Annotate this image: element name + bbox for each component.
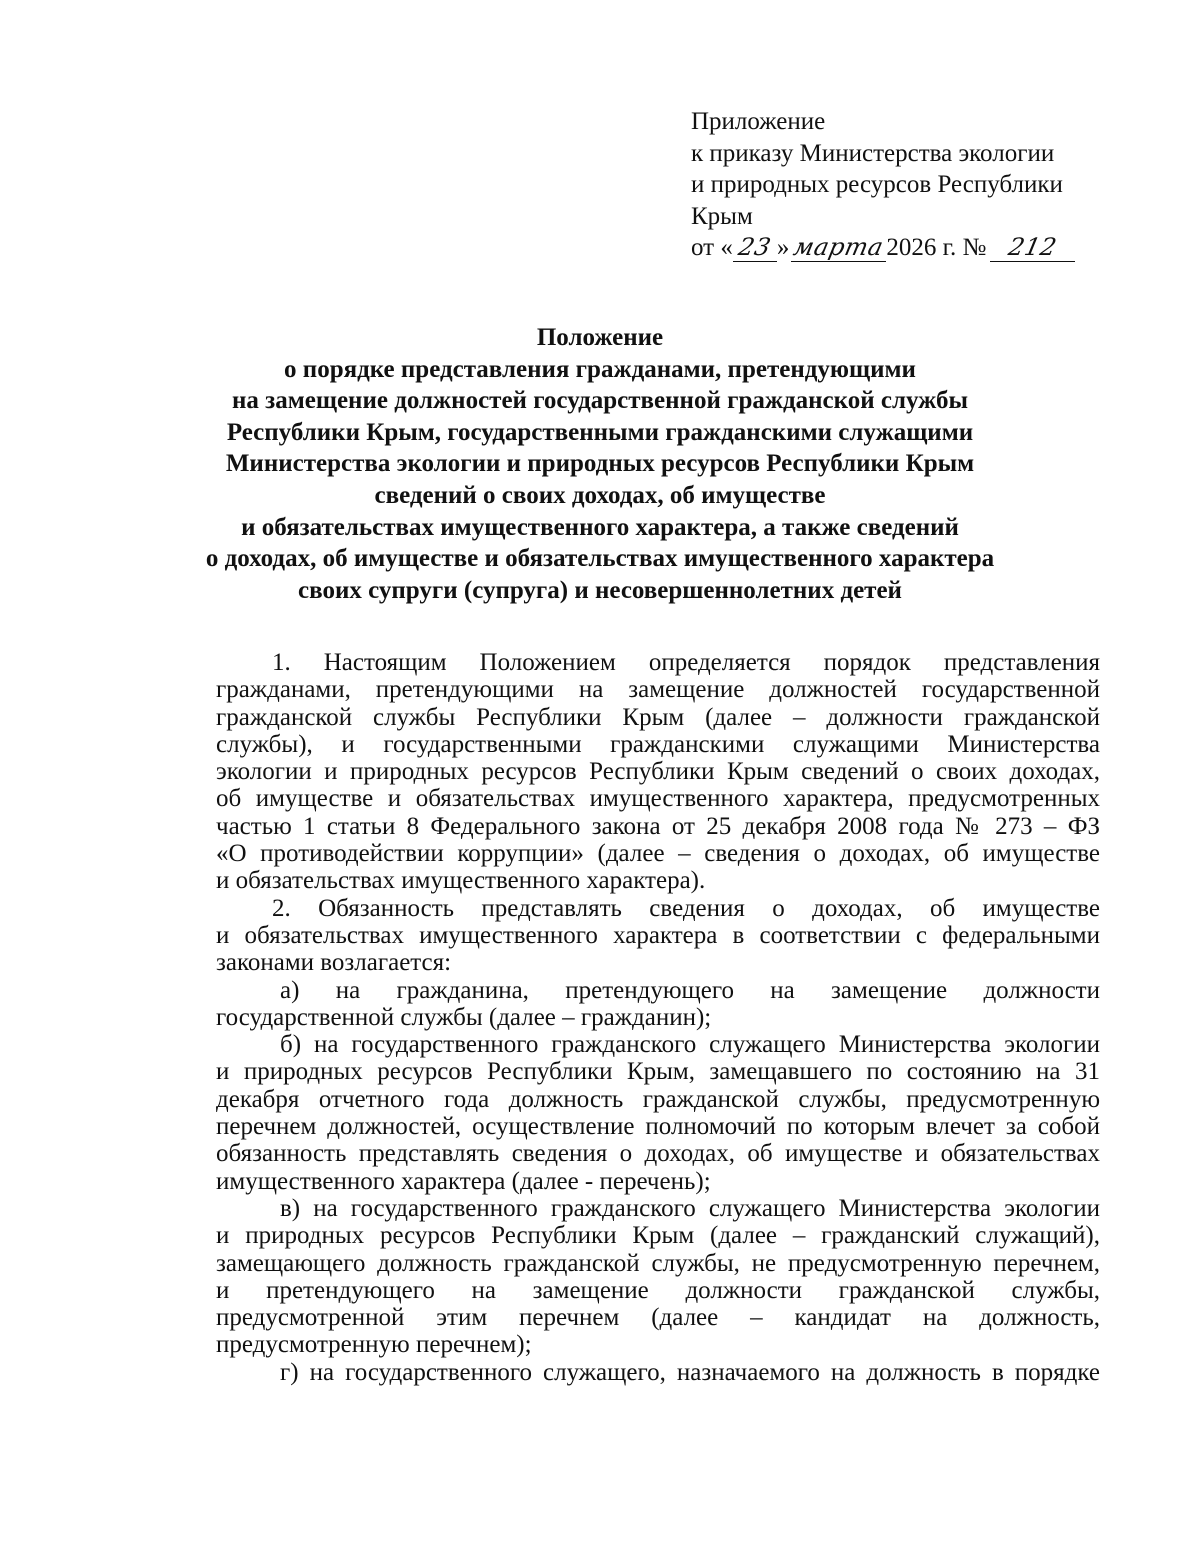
text-line: службы), и государственными гражданскими служащими Министерства — [216, 730, 1100, 758]
appendix-line-4: Крым — [691, 202, 753, 230]
date-mid: » — [776, 234, 790, 261]
subparagraph-v — [216, 1195, 1100, 1359]
title-line: о доходах, об имуществе и обязательствах имущественного характера — [205, 545, 995, 573]
appendix-date-line — [691, 232, 1161, 264]
text-line: декабря отчетного года должность гражданской службы, предусмотренную — [216, 1085, 1100, 1113]
subparagraph-b — [216, 1031, 1100, 1195]
text-line: 2. Обязанность представлять сведения о доходах, об имуществе — [272, 894, 1100, 922]
date-day-handwritten: 23 — [736, 233, 774, 261]
title-line: сведений о своих доходах, об имуществе — [374, 481, 826, 509]
subparagraph-g — [216, 1359, 1100, 1386]
text-line: замещающего должность гражданской службы, не предусмотренную перечнем, — [216, 1249, 1100, 1277]
text-line: и обязательствах имущественного характера в соответствии с федеральными — [216, 921, 1100, 949]
title-line: Республики Крым, государственными гражданскими служащими — [226, 418, 974, 446]
text-line: «О противодействии коррупции» (далее – сведения о доходах, об имуществе — [216, 840, 1100, 868]
text-line: и обязательствах имущественного характера). — [216, 867, 706, 895]
text-line: и претендующего на замещение должности гражданской службы, — [216, 1276, 1100, 1304]
order-number-handwritten: 212 — [1006, 233, 1060, 261]
text-line: предусмотренной этим перечнем (далее – кандидат на должность, — [216, 1304, 1100, 1332]
appendix-block — [691, 106, 1161, 264]
date-prefix: от « — [691, 234, 733, 261]
paragraph-2 — [216, 895, 1100, 977]
text-line: гражданской службы Республики Крым (далее – должности гражданской — [216, 703, 1100, 731]
date-month-handwritten: марта — [791, 233, 887, 261]
appendix-line-2: к приказу Министерства экологии — [691, 139, 1055, 167]
title-line: на замещение должностей государственной гражданской службы — [232, 387, 968, 415]
title-line: Министерства экологии и природных ресурсов Республики Крым — [225, 450, 975, 478]
title-heading: Положение — [536, 324, 664, 351]
text-line: об имуществе и обязательствах имущественного характера, предусмотренных — [216, 785, 1100, 813]
text-line: законами возлагается: — [216, 949, 452, 977]
text-line: имущественного характера (далее - перечень); — [216, 1167, 711, 1195]
title-line: своих супруги (супруга) и несовершеннолетних детей — [298, 576, 902, 604]
document-title — [170, 322, 1030, 606]
text-line: государственной службы (далее – гражданин); — [216, 1003, 712, 1031]
text-line: экологии и природных ресурсов Республики Крым сведений о своих доходах, — [216, 758, 1100, 786]
appendix-line-3: и природных ресурсов Республики — [691, 171, 1063, 198]
text-line: г) на государственного служащего, назначаемого на должность в порядке — [280, 1358, 1100, 1386]
text-line: и природных ресурсов Республики Крым, замещавшего по состоянию на 31 — [216, 1058, 1100, 1086]
subparagraph-a — [216, 977, 1100, 1032]
text-line: гражданами, претендующими на замещение должностей государственной — [216, 676, 1100, 704]
text-line: предусмотренную перечнем); — [216, 1331, 532, 1359]
date-day-field — [733, 234, 777, 262]
date-year: 2026 г. № — [886, 234, 987, 261]
text-line: б) на государственного гражданского служащего Министерства экологии — [280, 1031, 1100, 1059]
text-line: частью 1 статьи 8 Федерального закона от 25 декабря 2008 года № 273 – ФЗ — [216, 812, 1100, 840]
title-line: и обязательствах имущественного характера, а также сведений — [241, 513, 959, 541]
appendix-line-1: Приложение — [691, 108, 826, 135]
text-line: обязанность представлять сведения о доходах, об имуществе и обязательствах — [216, 1140, 1100, 1168]
paragraph-1 — [216, 649, 1100, 895]
date-month-field — [791, 234, 886, 262]
text-line: перечнем должностей, осуществление полномочий по которым влечет за собой — [216, 1113, 1100, 1141]
text-line: 1. Настоящим Положением определяется порядок представления — [272, 649, 1100, 676]
text-line: и природных ресурсов Республики Крым (далее – гражданский служащий), — [216, 1222, 1100, 1250]
order-number-field — [990, 234, 1075, 262]
text-line: а) на гражданина, претендующего на замещение должности — [280, 976, 1100, 1004]
text-line: в) на государственного гражданского служащего Министерства экологии — [280, 1194, 1100, 1222]
title-line: о порядке представления гражданами, претендующими — [284, 355, 916, 383]
document-body — [216, 649, 1100, 1386]
